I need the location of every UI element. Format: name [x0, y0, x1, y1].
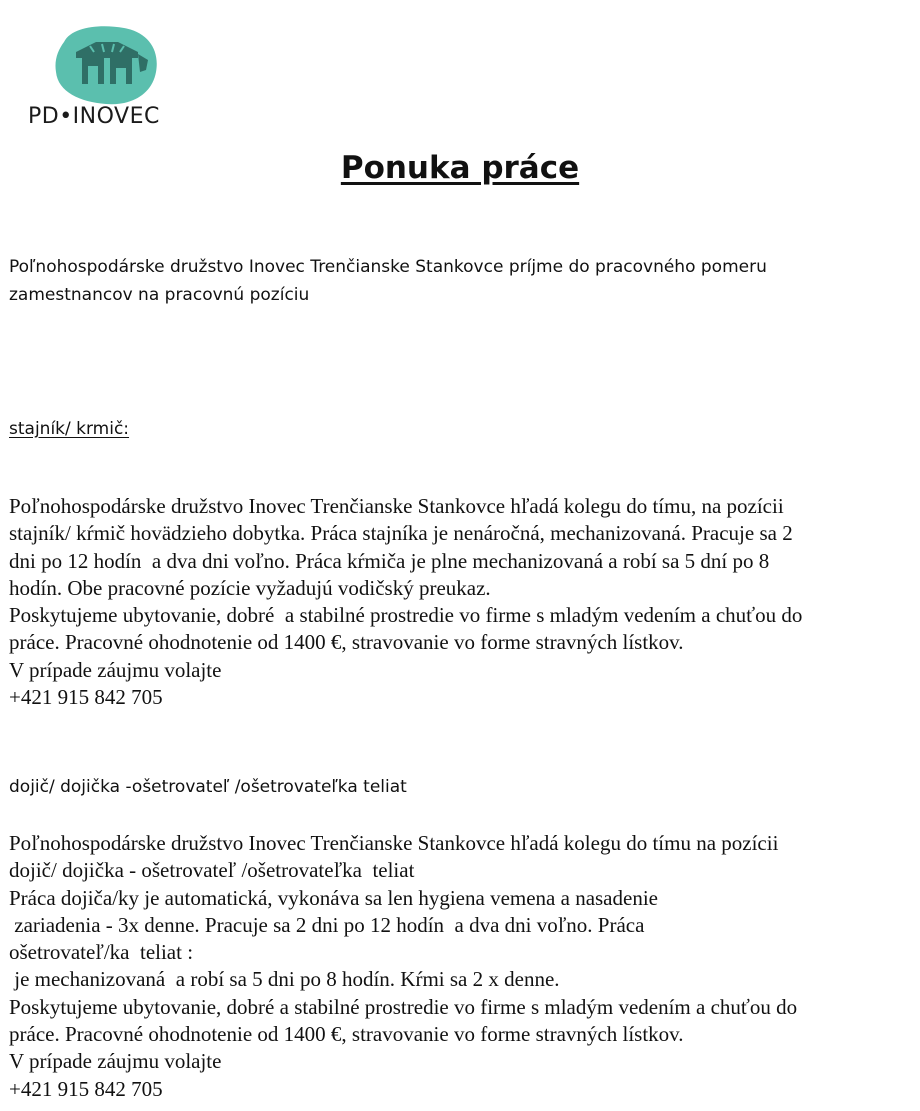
description-line: stajník/ kŕmič hovädzieho dobytka. Práca stajníka je nenáročná, mechanizovaná. Pracuje sa 2 — [9, 521, 793, 546]
description-line: Poľnohospodárske družstvo Inovec Trenčianske Stankovce hľadá kolegu do tímu, na pozícii — [9, 494, 784, 518]
intro-paragraph — [9, 253, 919, 309]
description-line: Poskytujeme ubytovanie, dobré a stabilné prostredie vo firme s mladým vedením a chuťou do — [9, 603, 803, 628]
description-line: ošetrovateľ/ka teliat : — [9, 940, 194, 965]
description-line: zariadenia - 3x denne. Pracuje sa 2 dni po 12 hodín a dva dni voľno. Práca — [9, 912, 645, 937]
company-logo — [26, 18, 188, 130]
position-description-dojic — [9, 830, 919, 1103]
description-line: práce. Pracovné ohodnotenie od 1400 €, stravovanie vo forme stravných lístkov. — [9, 630, 684, 655]
intro-line: Poľnohospodárske družstvo Inovec Trenčianske Stankovce príjme do pracovného pomeru — [9, 257, 767, 277]
intro-line: zamestnancov na pracovnú pozíciu — [9, 285, 310, 305]
cow-icon — [54, 22, 160, 106]
phone-number: +421 915 842 705 — [9, 1076, 163, 1101]
position-heading-stajnik: stajník/ krmič: — [9, 419, 130, 439]
description-line: V prípade záujmu volajte — [9, 1049, 222, 1074]
logo-text: PD•INOVEC — [28, 104, 160, 129]
position-description-stajnik — [9, 493, 919, 711]
position-heading-dojic: dojič/ dojička -ošetrovateľ /ošetrovateľka teliat — [9, 777, 407, 797]
description-line: dojič/ dojička - ošetrovateľ /ošetrovateľka teliat — [9, 858, 415, 883]
description-line: Poľnohospodárske družstvo Inovec Trenčianske Stankovce hľadá kolegu do tímu na pozícii — [9, 831, 779, 855]
description-line: Poskytujeme ubytovanie, dobré a stabilné prostredie vo firme s mladým vedením a chuťou do — [9, 994, 798, 1019]
description-line: je mechanizovaná a robí sa 5 dni po 8 hodín. Kŕmi sa 2 x denne. — [9, 967, 560, 992]
description-line: dni po 12 hodín a dva dni voľno. Práca kŕmiča je plne mechanizovaná a robí sa 5 dní po 8 — [9, 548, 770, 573]
description-line: V prípade záujmu volajte — [9, 657, 222, 682]
page-title: Ponuka práce — [340, 150, 580, 186]
description-line: Práca dojiča/ky je automatická, vykonáva sa len hygiena vemena a nasadenie — [9, 885, 658, 910]
description-line: hodín. Obe pracovné pozície vyžadujú vodičský preukaz. — [9, 575, 491, 600]
description-line: práce. Pracovné ohodnotenie od 1400 €, stravovanie vo forme stravných lístkov. — [9, 1022, 684, 1047]
phone-number: +421 915 842 705 — [9, 685, 163, 710]
